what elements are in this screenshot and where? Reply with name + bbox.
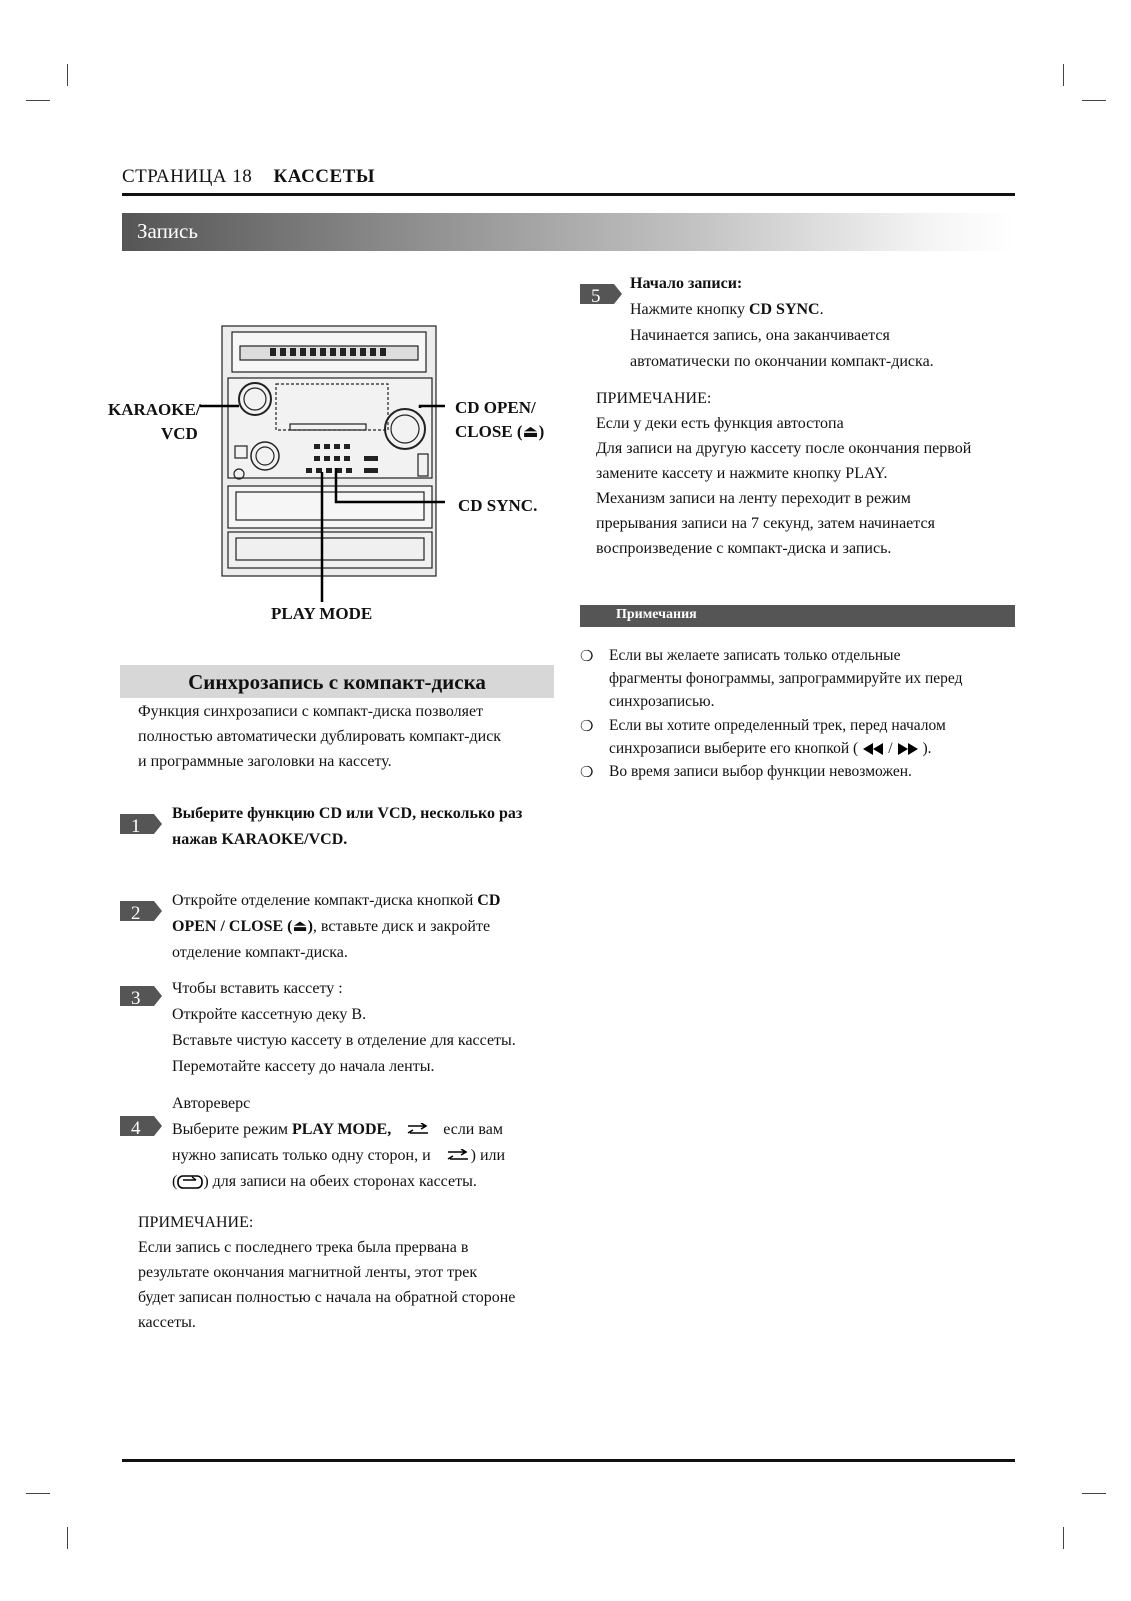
right-note-line-5: прерывания записи на 7 секунд, затем начинается — [596, 515, 935, 532]
step-3-badge — [120, 982, 162, 1010]
step-2-badge — [120, 897, 162, 925]
right-note-line-4: Механизм записи на ленту переходит в режим — [596, 490, 911, 507]
step-3-number: 3 — [131, 988, 141, 1009]
step-4-number: 4 — [131, 1118, 141, 1139]
vcd-label: VCD — [161, 424, 198, 443]
step-5-line-2: Начинается запись, она заканчивается — [630, 327, 890, 344]
sync-intro-line-2: полностью автоматически дублировать компакт-диск — [138, 728, 502, 745]
bullet-icon: ❍ — [580, 649, 594, 665]
header-rule — [122, 193, 1015, 196]
right-note-line-6: воспроизведение с компакт-диска и запись. — [596, 540, 892, 557]
right-note-title: ПРИМЕЧАНИЕ: — [596, 390, 712, 407]
step-3-line-1: Чтобы вставить кассету : — [172, 980, 343, 997]
left-note-line-1: Если запись с последнего трека была прервана в — [138, 1239, 469, 1256]
cd-sync-label: CD SYNC. — [458, 496, 538, 515]
remark-2-line-1: Если вы хотите определенный трек, перед началом — [609, 717, 946, 734]
step-2-line-2: OPEN / CLOSE (⏏), вставьте диск и закройте — [172, 918, 491, 935]
section-title: КАССЕТЫ — [273, 166, 376, 187]
remark-3-line-1: Во время записи выбор функции невозможен. — [609, 763, 912, 780]
step-4-line-2: Выберите режим PLAY MODE, если вам — [172, 1121, 503, 1138]
left-note-title: ПРИМЕЧАНИЕ: — [138, 1214, 254, 1231]
crop-mark-bl-v — [67, 1527, 68, 1549]
crop-mark-bl-h — [26, 1493, 50, 1494]
step-3-line-4: Перемотайте кассету до начала ленты. — [172, 1058, 435, 1075]
step-1-number: 1 — [131, 816, 141, 837]
remark-1-line-1: Если вы желаете записать только отдельные — [609, 647, 901, 664]
step-1-line-2: нажав KARAOKE/VCD. — [172, 831, 348, 848]
crop-mark-tl-h — [26, 100, 50, 101]
step-3-line-3: Вставьте чистую кассету в отделение для кассеты. — [172, 1032, 516, 1049]
right-note-line-1: Если у деки есть функция автостопа — [596, 415, 844, 432]
step-5-number: 5 — [591, 286, 601, 307]
step-4-line-4: ( ) для записи на обеих сторонах кассеты. — [172, 1173, 477, 1190]
remark-1-line-2: фрагменты фонограммы, запрограммируйте их перед — [609, 670, 963, 687]
step-3-line-2: Откройте кассетную деку B. — [172, 1006, 367, 1023]
right-note-line-3: замените кассету и нажмите кнопку PLAY. — [596, 465, 888, 482]
crop-mark-tr-h — [1082, 100, 1106, 101]
crop-mark-tr-v — [1063, 64, 1064, 86]
page-header — [122, 166, 375, 188]
left-note-line-4: кассеты. — [138, 1314, 196, 1331]
page-number-label: СТРАНИЦА 18 — [122, 166, 253, 187]
step-4-line-1: Автореверс — [172, 1095, 251, 1112]
both-sides-mode-icon — [177, 1175, 203, 1189]
left-note-line-3: будет записан полностью с начала на обратной стороне — [138, 1289, 516, 1306]
stereo-diagram — [100, 320, 560, 620]
right-note-line-2: Для записи на другую кассету после окончания первой — [596, 440, 972, 457]
play-mode-label: PLAY MODE — [271, 604, 373, 623]
left-note-line-2: результате окончания магнитной ленты, этот трек — [138, 1264, 478, 1281]
section-title-bar — [122, 213, 1015, 251]
step-1-line-1: Выберите функцию CD или VCD, несколько раз — [172, 805, 523, 822]
bullet-icon: ❍ — [580, 719, 594, 735]
step-5-badge — [580, 280, 622, 308]
footer-rule — [122, 1459, 1015, 1462]
step-4-line-3: нужно записать только одну сторон, и ) или — [172, 1147, 506, 1164]
bullet-icon: ❍ — [580, 765, 594, 781]
remarks-header — [580, 605, 1015, 627]
sync-intro-line-1: Функция синхрозаписи с компакт-диска позволяет — [138, 703, 484, 720]
step-2-line-1: Откройте отделение компакт-диска кнопкой CD — [172, 892, 501, 909]
fast-forward-icon — [897, 742, 919, 756]
crop-mark-br-h — [1082, 1493, 1106, 1494]
section-title-text: Запись — [137, 219, 198, 243]
step-5-line-3: автоматически по окончании компакт-диска. — [630, 353, 934, 370]
crop-mark-tl-v — [67, 64, 68, 86]
one-side-mode-icon — [445, 1149, 471, 1163]
step-2-line-3: отделение компакт-диска. — [172, 944, 348, 961]
crop-mark-br-v — [1063, 1527, 1064, 1549]
karaoke-label: KARAOKE/ — [108, 400, 201, 419]
cd-open-label: CD OPEN/ — [455, 398, 536, 417]
step-5-line-1: Нажмите кнопку CD SYNC. — [630, 301, 824, 318]
step-2-number: 2 — [131, 903, 141, 924]
sync-section-title: Синхрозапись с компакт-диска — [120, 665, 554, 698]
one-side-mode-icon — [405, 1123, 431, 1137]
step-1-badge — [120, 810, 162, 838]
step-4-badge — [120, 1112, 162, 1140]
remarks-title: Примечания — [616, 607, 697, 622]
rewind-icon — [862, 742, 884, 756]
remark-1-line-3: синхрозаписью. — [609, 693, 715, 710]
step-5-title: Начало записи: — [630, 275, 743, 292]
remark-2-line-2: синхрозаписи выберите его кнопкой ( / ). — [609, 740, 932, 757]
sync-intro-line-3: и программные заголовки на кассету. — [138, 753, 392, 770]
close-label: CLOSE (⏏) — [455, 422, 545, 441]
